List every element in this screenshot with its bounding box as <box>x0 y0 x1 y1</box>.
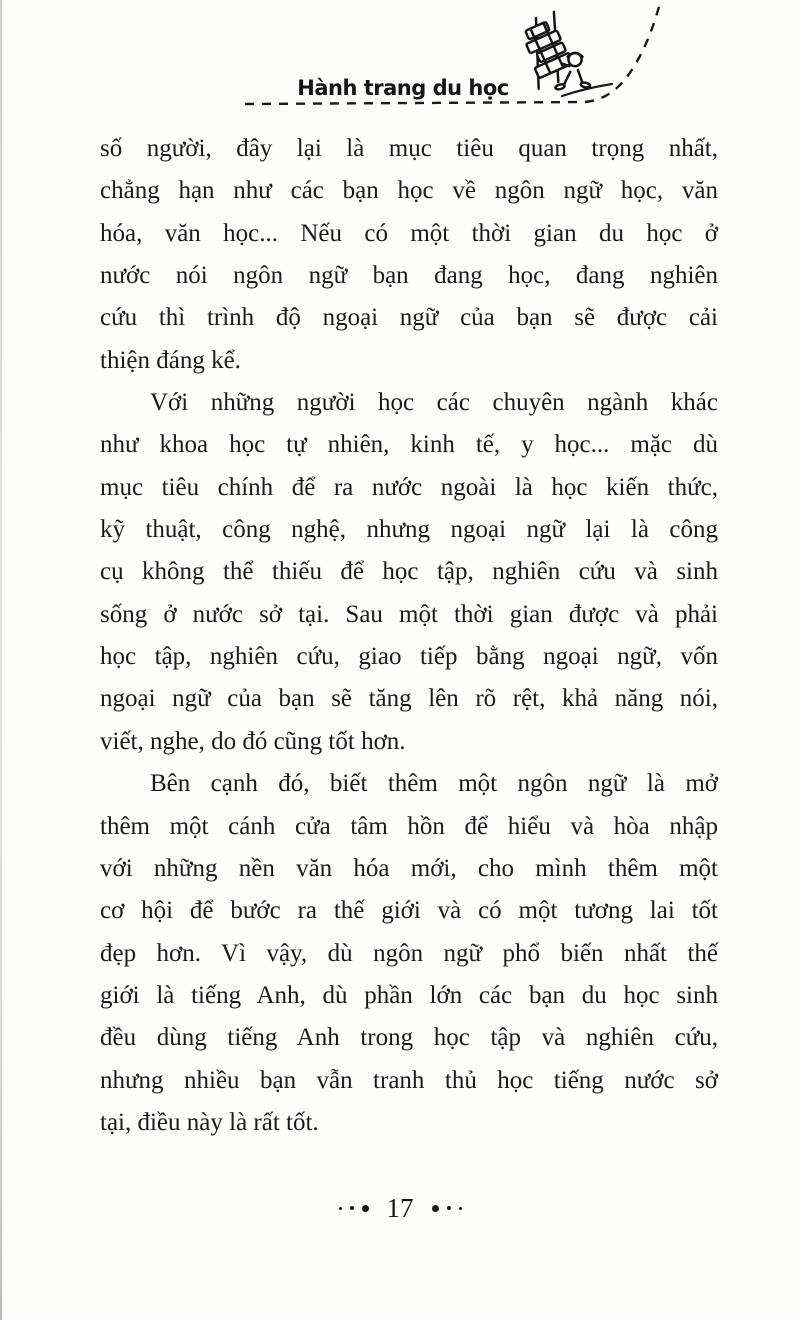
footer-dot <box>432 1205 439 1212</box>
body-line: mục tiêu chính để ra nước ngoài là học kiến thức, <box>100 473 718 501</box>
footer-dot <box>447 1206 451 1210</box>
body-line: thiện đáng kể. <box>100 346 241 374</box>
page-binding-shadow <box>0 0 2 1320</box>
traveler-luggage-doodle-icon <box>512 6 608 100</box>
body-line: với những nền văn hóa mới, cho mình thêm một <box>100 854 718 882</box>
page-number: 17 <box>386 1193 414 1223</box>
body-line: ngoại ngữ của bạn sẽ tăng lên rõ rệt, khả năng nói, <box>100 685 718 713</box>
running-header-title: Hành trang du học <box>297 76 509 100</box>
footer-dot <box>339 1207 342 1210</box>
body-line: cụ không thể thiếu để học tập, nghiên cứu và sinh <box>100 558 718 586</box>
footer-dot <box>350 1206 354 1210</box>
body-line: tại, điều này là rất tốt. <box>100 1108 319 1136</box>
body-line: nước nói ngôn ngữ bạn đang học, đang nghiên <box>100 262 718 290</box>
body-line: học tập, nghiên cứu, giao tiếp bằng ngoại ngữ, vốn <box>100 643 718 671</box>
footer-dot <box>459 1207 462 1210</box>
body-line: giới là tiếng Anh, dù phần lớn các bạn du học sinh <box>100 981 718 1009</box>
body-line: hóa, văn học... Nếu có một thời gian du học ở <box>100 219 718 247</box>
body-line: cứu thì trình độ ngoại ngữ của bạn sẽ được cải <box>100 304 718 332</box>
dashed-flight-path-icon <box>0 0 800 130</box>
body-line: nhưng nhiều bạn vẫn tranh thủ học tiếng nước sở <box>100 1066 718 1094</box>
body-line: đều dùng tiếng Anh trong học tập và nghiên cứu, <box>100 1024 718 1052</box>
body-line: như khoa học tự nhiên, kinh tế, y học... mặc dù <box>100 431 718 459</box>
body-line: sống ở nước sở tại. Sau một thời gian được và phải <box>100 600 718 628</box>
page-body <box>100 128 718 1144</box>
footer-dot <box>362 1205 369 1212</box>
body-line: số người, đây lại là mục tiêu quan trọng nhất, <box>100 135 718 162</box>
page-footer <box>0 1193 800 1237</box>
body-line: chẳng hạn như các bạn học về ngôn ngữ học, văn <box>100 177 718 205</box>
body-line: Với những người học các chuyên ngành khác <box>150 389 718 417</box>
body-line: Bên cạnh đó, biết thêm một ngôn ngữ là mở <box>150 770 718 798</box>
body-line: kỹ thuật, công nghệ, nhưng ngoại ngữ lại là công <box>100 516 718 544</box>
body-line: viết, nghe, do đó cũng tốt hơn. <box>100 727 406 755</box>
body-line: đẹp hơn. Vì vậy, dù ngôn ngữ phổ biến nhất thế <box>100 939 718 967</box>
body-line: thêm một cánh cửa tâm hồn để hiểu và hòa nhập <box>100 812 718 840</box>
body-line: cơ hội để bước ra thế giới và có một tương lai tốt <box>100 897 718 925</box>
